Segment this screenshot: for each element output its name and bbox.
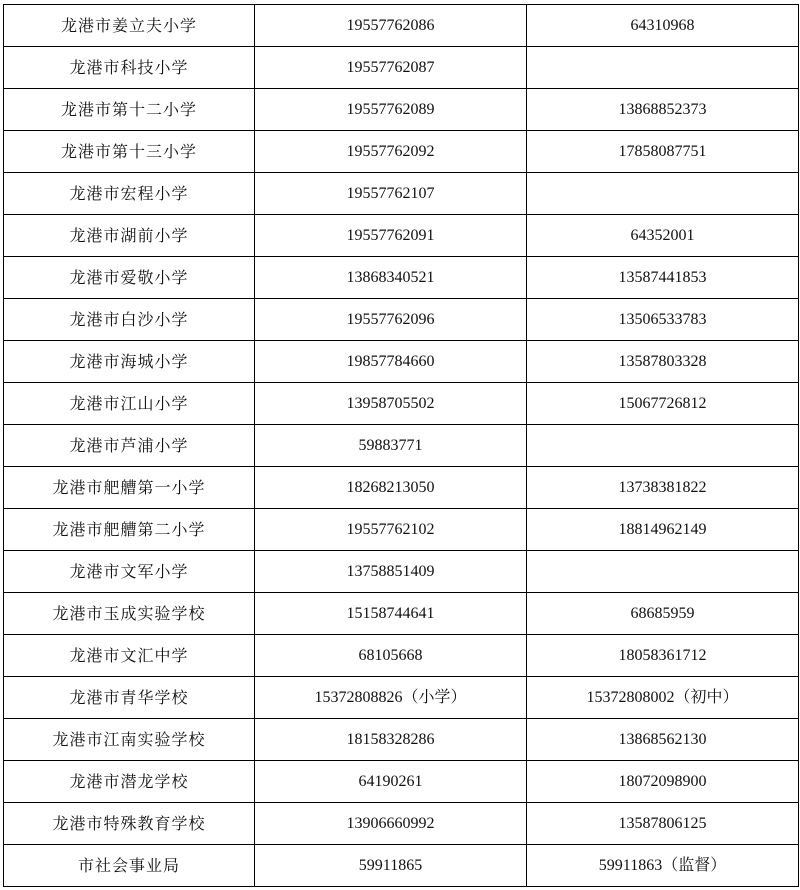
phone-cell: 19557762089: [255, 89, 527, 131]
phone-cell: 15158744641: [255, 593, 527, 635]
table-row: [4, 551, 799, 593]
school-name-cell: 龙港市文汇中学: [4, 635, 255, 677]
table-row: [4, 173, 799, 215]
table-row: [4, 383, 799, 425]
school-name-cell: 龙港市潜龙学校: [4, 761, 255, 803]
school-name-cell: 龙港市白沙小学: [4, 299, 255, 341]
phone-cell: 13906660992: [255, 803, 527, 845]
school-name-cell: 龙港市姜立夫小学: [4, 5, 255, 47]
alt-phone-cell: 18072098900: [527, 761, 799, 803]
phone-cell: 59911865: [255, 845, 527, 887]
table-row: [4, 719, 799, 761]
school-name-cell: 龙港市海城小学: [4, 341, 255, 383]
school-name-cell: 龙港市湖前小学: [4, 215, 255, 257]
phone-cell: 19557762102: [255, 509, 527, 551]
phone-cell: 19557762092: [255, 131, 527, 173]
alt-phone-cell: 13738381822: [527, 467, 799, 509]
table-row: [4, 5, 799, 47]
school-name-cell: 龙港市文军小学: [4, 551, 255, 593]
phone-cell: 64190261: [255, 761, 527, 803]
school-name-cell: 龙港市舥艚第二小学: [4, 509, 255, 551]
alt-phone-cell: 13868852373: [527, 89, 799, 131]
phone-cell: 15372808826（小学）: [255, 677, 527, 719]
phone-cell: 19557762091: [255, 215, 527, 257]
alt-phone-cell: 13506533783: [527, 299, 799, 341]
alt-phone-cell: 17858087751: [527, 131, 799, 173]
table-row: [4, 593, 799, 635]
phone-cell: 19557762096: [255, 299, 527, 341]
school-name-cell: 龙港市玉成实验学校: [4, 593, 255, 635]
phone-cell: 13958705502: [255, 383, 527, 425]
school-name-cell: 龙港市第十二小学: [4, 89, 255, 131]
school-name-cell: 龙港市江山小学: [4, 383, 255, 425]
table-row: [4, 131, 799, 173]
phone-cell: 18268213050: [255, 467, 527, 509]
phone-cell: 13868340521: [255, 257, 527, 299]
table-row: [4, 257, 799, 299]
table-row: [4, 509, 799, 551]
table-row: [4, 467, 799, 509]
alt-phone-cell: 18814962149: [527, 509, 799, 551]
alt-phone-cell: [527, 425, 799, 467]
school-name-cell: 龙港市舥艚第一小学: [4, 467, 255, 509]
phone-cell: 13758851409: [255, 551, 527, 593]
table-row: [4, 677, 799, 719]
alt-phone-cell: 18058361712: [527, 635, 799, 677]
alt-phone-cell: 59911863（监督）: [527, 845, 799, 887]
school-name-cell: 龙港市江南实验学校: [4, 719, 255, 761]
table-row: [4, 425, 799, 467]
alt-phone-cell: 15372808002（初中）: [527, 677, 799, 719]
school-name-cell: 市社会事业局: [4, 845, 255, 887]
table-row: [4, 845, 799, 887]
school-name-cell: 龙港市爱敬小学: [4, 257, 255, 299]
alt-phone-cell: 13587806125: [527, 803, 799, 845]
phone-cell: 19557762107: [255, 173, 527, 215]
alt-phone-cell: [527, 173, 799, 215]
alt-phone-cell: 68685959: [527, 593, 799, 635]
table-row: [4, 635, 799, 677]
phone-cell: 59883771: [255, 425, 527, 467]
alt-phone-cell: 15067726812: [527, 383, 799, 425]
table-row: [4, 47, 799, 89]
alt-phone-cell: [527, 551, 799, 593]
alt-phone-cell: 13587803328: [527, 341, 799, 383]
phone-cell: 19557762086: [255, 5, 527, 47]
table-row: [4, 89, 799, 131]
alt-phone-cell: 64352001: [527, 215, 799, 257]
phone-cell: 19857784660: [255, 341, 527, 383]
alt-phone-cell: [527, 47, 799, 89]
school-name-cell: 龙港市科技小学: [4, 47, 255, 89]
alt-phone-cell: 13868562130: [527, 719, 799, 761]
table-row: [4, 215, 799, 257]
school-contact-table: [3, 4, 799, 887]
table-row: [4, 761, 799, 803]
school-name-cell: 龙港市宏程小学: [4, 173, 255, 215]
phone-cell: 68105668: [255, 635, 527, 677]
table-row: [4, 299, 799, 341]
school-name-cell: 龙港市第十三小学: [4, 131, 255, 173]
phone-cell: 18158328286: [255, 719, 527, 761]
phone-cell: 19557762087: [255, 47, 527, 89]
school-name-cell: 龙港市芦浦小学: [4, 425, 255, 467]
school-name-cell: 龙港市青华学校: [4, 677, 255, 719]
school-name-cell: 龙港市特殊教育学校: [4, 803, 255, 845]
table-row: [4, 341, 799, 383]
alt-phone-cell: 13587441853: [527, 257, 799, 299]
table-row: [4, 803, 799, 845]
alt-phone-cell: 64310968: [527, 5, 799, 47]
